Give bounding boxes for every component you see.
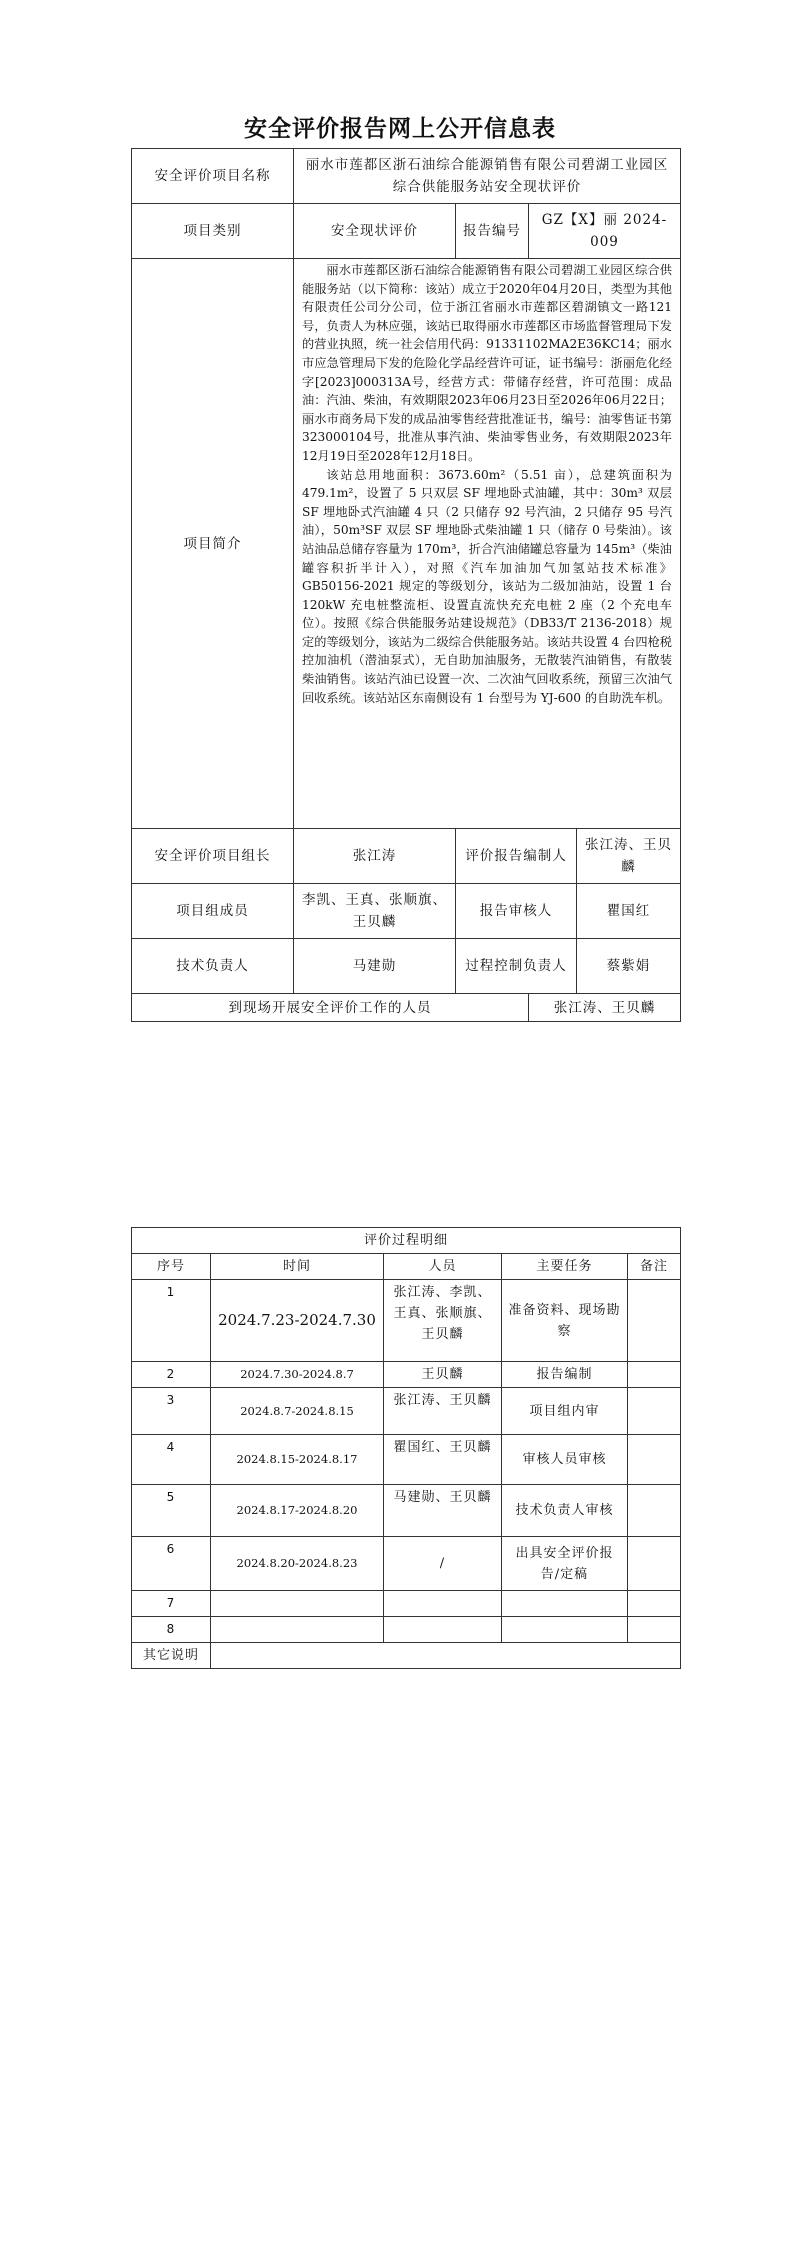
header-task: 主要任务 xyxy=(502,1254,628,1280)
row-time: 2024.8.7-2024.8.15 xyxy=(211,1388,384,1435)
members-label: 项目组成员 xyxy=(132,884,294,939)
project-type-label: 项目类别 xyxy=(132,204,294,259)
leader-label: 安全评价项目组长 xyxy=(132,829,294,884)
row-task: 技术负责人审核 xyxy=(502,1485,628,1537)
reviewer-label: 报告审核人 xyxy=(456,884,577,939)
project-type-value: 安全现状评价 xyxy=(294,204,456,259)
row-no: 3 xyxy=(132,1388,211,1435)
other-notes-label: 其它说明 xyxy=(132,1643,211,1669)
page-title: 安全评价报告网上公开信息表 xyxy=(244,116,556,142)
row-no: 4 xyxy=(132,1435,211,1485)
row-task xyxy=(502,1591,628,1617)
tech-lead-value: 马建勋 xyxy=(294,939,456,994)
row-note xyxy=(628,1435,681,1485)
row-people: 张江涛、王贝麟 xyxy=(384,1388,502,1435)
writer-value: 张江涛、王贝麟 xyxy=(577,829,681,884)
table-row xyxy=(132,1591,681,1617)
header-note: 备注 xyxy=(628,1254,681,1280)
info-table xyxy=(131,148,681,1022)
table-row xyxy=(132,1617,681,1643)
row-task: 项目组内审 xyxy=(502,1388,628,1435)
onsite-staff-label: 到现场开展安全评价工作的人员 xyxy=(132,994,529,1022)
row-people: / xyxy=(384,1537,502,1591)
row-no: 6 xyxy=(132,1537,211,1591)
process-table xyxy=(131,1227,681,1669)
onsite-staff-value: 张江涛、王贝麟 xyxy=(529,994,681,1022)
process-control-value: 蔡紫娟 xyxy=(577,939,681,994)
row-task xyxy=(502,1617,628,1643)
row-task: 报告编制 xyxy=(502,1362,628,1388)
row-note xyxy=(628,1280,681,1362)
process-title: 评价过程明细 xyxy=(132,1228,681,1254)
row-time: 2024.7.30-2024.8.7 xyxy=(211,1362,384,1388)
row-task: 出具安全评价报告/定稿 xyxy=(502,1537,628,1591)
members-value: 李凯、王真、张顺旗、王贝麟 xyxy=(294,884,456,939)
row-people: 张江涛、李凯、王真、张顺旗、王贝麟 xyxy=(384,1280,502,1362)
intro-paragraph-1: 丽水市莲都区浙石油综合能源销售有限公司碧湖工业园区综合供能服务站（以下简称：该站）成立于2020年04月20日，类型为其他有限责任公司分公司，位于浙江省丽水市莲都区碧湖镇文一路121号，负责人为林应强，该站已取得丽水市莲都区市场监督管理局下发的营业执照，统一社会信用代码：91331102MA2E36KC14；丽水市应急管理局下发的危险化学品经营许可证，证书编号：浙丽危化经字[2023]000313A号，经营方式：带储存经营，许可范围：成品油：汽油、柴油，有效期限2023年06月23日至2026年06月22日；丽水市商务局下发的成品油零售经营批准证书，编号：油零售证书第323000104号，批准从事汽油、柴油零售业务，有效期限2023年12月19日至2028年12月18日。 xyxy=(302,263,672,463)
header-no: 序号 xyxy=(132,1254,211,1280)
row-time: 2024.8.17-2024.8.20 xyxy=(211,1485,384,1537)
row-note xyxy=(628,1485,681,1537)
row-no: 1 xyxy=(132,1280,211,1362)
row-no: 8 xyxy=(132,1617,211,1643)
tech-lead-label: 技术负责人 xyxy=(132,939,294,994)
row-note xyxy=(628,1537,681,1591)
reviewer-value: 瞿国红 xyxy=(577,884,681,939)
project-name-value: 丽水市莲都区浙石油综合能源销售有限公司碧湖工业园区综合供能服务站安全现状评价 xyxy=(294,149,681,204)
header-time: 时间 xyxy=(211,1254,384,1280)
row-note xyxy=(628,1617,681,1643)
row-people xyxy=(384,1591,502,1617)
row-no: 2 xyxy=(132,1362,211,1388)
row-note xyxy=(628,1388,681,1435)
table-row xyxy=(132,1435,681,1485)
table-row xyxy=(132,1362,681,1388)
table-row xyxy=(132,1537,681,1591)
row-note xyxy=(628,1591,681,1617)
project-name-label: 安全评价项目名称 xyxy=(132,149,294,204)
row-people: 马建勋、王贝麟 xyxy=(384,1485,502,1537)
row-task: 审核人员审核 xyxy=(502,1435,628,1485)
leader-value: 张江涛 xyxy=(294,829,456,884)
row-people: 王贝麟 xyxy=(384,1362,502,1388)
row-no: 7 xyxy=(132,1591,211,1617)
row-no: 5 xyxy=(132,1485,211,1537)
row-task: 准备资料、现场勘察 xyxy=(502,1280,628,1362)
intro-label: 项目简介 xyxy=(132,259,294,829)
row-time xyxy=(211,1591,384,1617)
row-time: 2024.7.23-2024.7.30 xyxy=(211,1280,384,1362)
table-row xyxy=(132,1485,681,1537)
row-people xyxy=(384,1617,502,1643)
row-time xyxy=(211,1617,384,1643)
table-row xyxy=(132,1388,681,1435)
table-row xyxy=(132,1280,681,1362)
intro-paragraph-2: 该站总用地面积：3673.60m²（5.51 亩），总建筑面积为479.1m²，设置了 5 只双层 SF 埋地卧式油罐，其中：30m³ 双层 SF 埋地卧式汽油罐 4 只（2 只储存 92 号汽油，2 只储存 95 号汽油），50m³SF 双层 SF 埋地卧式柴油罐 1 只（储存 0 号柴油）。该站油品总储存容量为 170m³，折合汽油储罐总容量为 145m³（柴油罐容积折半计入），对照《汽车加油加气加氢站技术标准》GB50156-2021 规定的等级划分，该站为二级加油站，设置 1 台 120kW 充电桩整流柜、设置直流快充充电桩 2 座（2 个充电车位）。按照《综合供能服务站建设规范》（DB33/T 2136-2018）规定的等级划分，该站为二级综合供能服务站。该站共设置 4 台四枪税控加油机（潜油泵式），无自助加油服务，无散装汽油销售，有散装柴油销售。该站汽油已设置一次、二次油气回收系统，预留三次油气回收系统。该站站区东南侧设有 1 台型号为 YJ-600 的自助洗车机。 xyxy=(302,467,672,705)
process-control-label: 过程控制负责人 xyxy=(456,939,577,994)
row-people: 瞿国红、王贝麟 xyxy=(384,1435,502,1485)
report-no-label: 报告编号 xyxy=(456,204,529,259)
row-time: 2024.8.15-2024.8.17 xyxy=(211,1435,384,1485)
header-people: 人员 xyxy=(384,1254,502,1280)
other-notes-value xyxy=(211,1643,681,1669)
row-note xyxy=(628,1362,681,1388)
row-time: 2024.8.20-2024.8.23 xyxy=(211,1537,384,1591)
report-no-value: GZ【X】丽 2024-009 xyxy=(529,204,681,259)
intro-text xyxy=(294,259,681,829)
writer-label: 评价报告编制人 xyxy=(456,829,577,884)
